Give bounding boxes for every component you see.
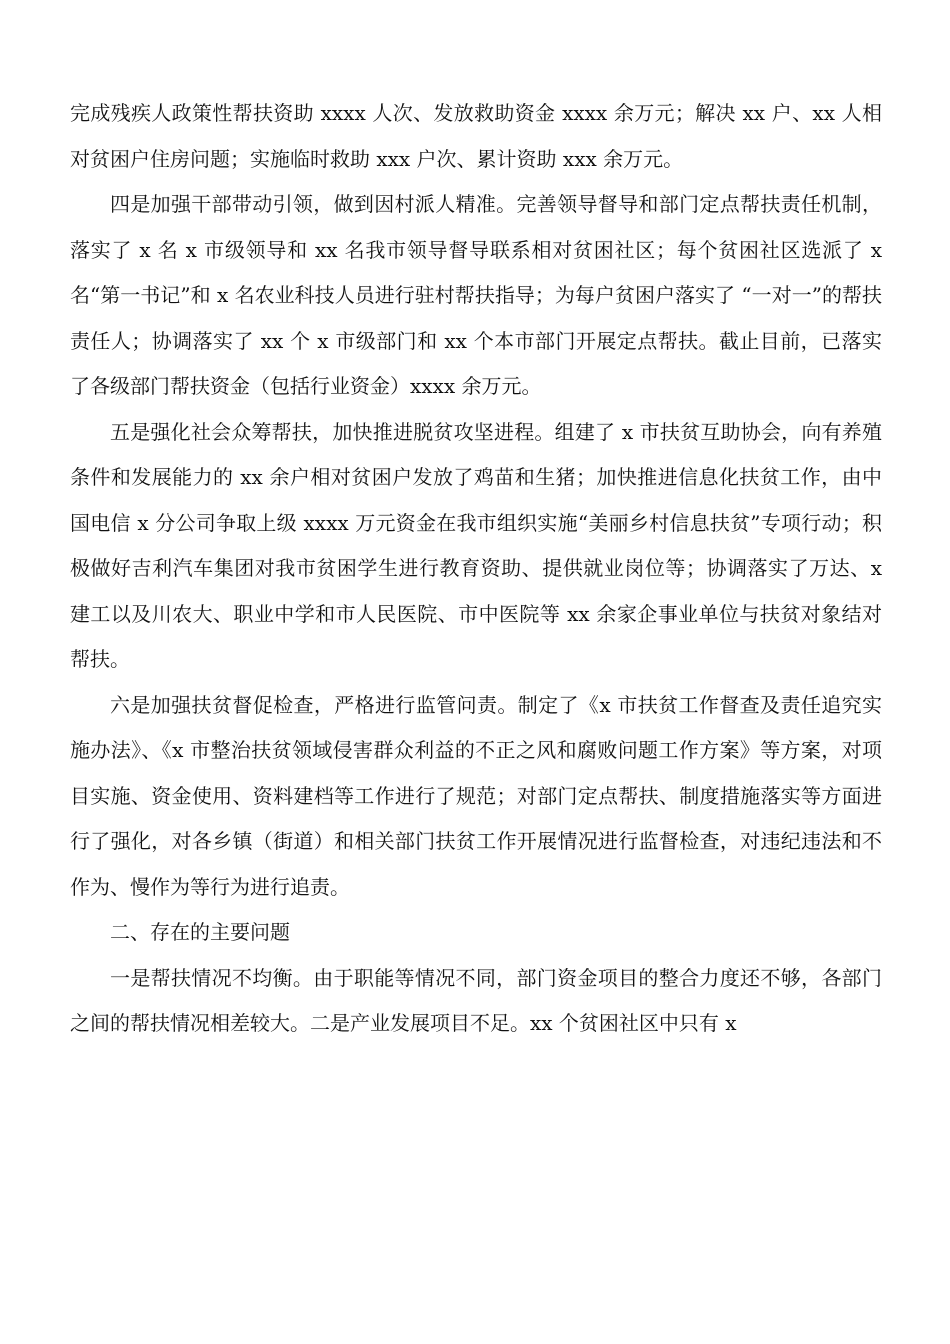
section-heading-problems: 二、存在的主要问题 <box>110 920 290 944</box>
paragraph-continuation: 完成残疾人政策性帮扶资助 xxxx 人次、发放救助资金 xxxx 余万元；解决 xx 户、xx 人相对贫困户住房问题；实施临时救助 xxx 户次、累计资助 xxx 余万元。 <box>70 101 882 171</box>
paragraph-problems: 一是帮扶情况不均衡。由于职能等情况不同，部门资金项目的整合力度还不够，各部门之间的帮扶情况相差较大。二是产业发展项目不足。xx 个贫困社区中只有 x <box>70 965 882 1035</box>
document-body <box>70 91 882 1047</box>
paragraph-point-6: 六是加强扶贫督促检查，严格进行监管问责。制定了《x 市扶贫工作督查及责任追究实施办法》、《x 市整治扶贫领域侵害群众利益的不正之风和腐败问题工作方案》等方案，对项目实施、资金使用、资料建档等工作进行了规范；对部门定点帮扶、制度措施落实等方面进行了强化，对各乡镇（街道）和相关部门扶贫工作开展情况进行监督检查，对违纪违法和不作为、慢作为等行为进行追责。 <box>70 692 882 899</box>
paragraph-point-4: 四是加强干部带动引领，做到因村派人精准。完善领导督导和部门定点帮扶责任机制，落实了 x 名 x 市级领导和 xx 名我市领导督导联系相对贫困社区；每个贫困社区选派了 x 名“第一书记”和 x 名农业科技人员进行驻村帮扶指导；为每户贫困户落实了 “一对一”的帮扶责任人；协调落实了 xx 个 x 市级部门和 xx 个本市部门开展定点帮扶。截止目前，已落实了各级部门帮扶资金（包括行业资金）xxxx 余万元。 <box>70 192 882 398</box>
paragraph-point-5: 五是强化社会众筹帮扶，加快推进脱贫攻坚进程。组建了 x 市扶贫互助协会，向有养殖条件和发展能力的 xx 余户相对贫困户发放了鸡苗和生猪；加快推进信息化扶贫工作，由中国电信 x 分公司争取上级 xxxx 万元资金在我市组织实施“美丽乡村信息扶贫”专项行动；积极做好吉利汽车集团对我市贫困学生进行教育资助、提供就业岗位等；协调落实了万达、x 建工以及川农大、职业中学和市人民医院、市中医院等 xx 余家企事业单位与扶贫对象结对帮扶。 <box>70 419 882 671</box>
